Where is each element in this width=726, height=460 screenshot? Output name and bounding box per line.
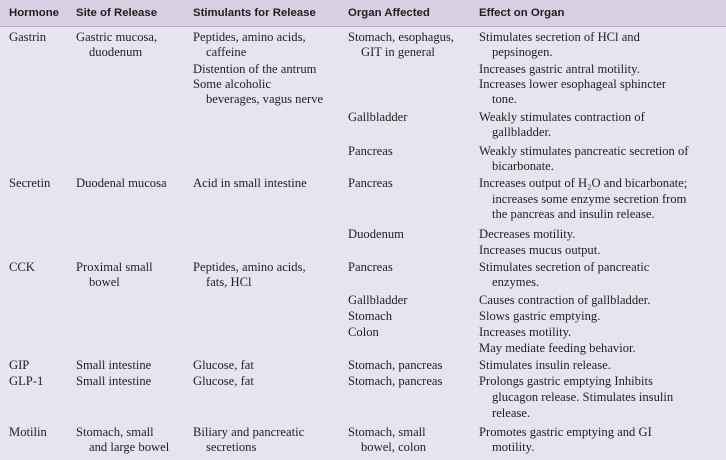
effect-line: Slows gastric emptying. <box>479 309 601 323</box>
stimulant-line: Peptides, amino acids, <box>193 260 306 274</box>
effect-line: Stimulates secretion of pancreatic <box>479 260 650 274</box>
table-header <box>0 0 726 27</box>
organ-line: Stomach, esophagus, <box>348 30 454 44</box>
effect-line: Prolongs gastric emptying Inhibits <box>479 374 653 388</box>
effect-line: Stimulates insulin release. <box>479 358 611 372</box>
effect-line: motility. <box>492 440 535 454</box>
organ-line: Stomach, small <box>348 425 426 439</box>
effect-line: Weakly stimulates contraction of <box>479 110 645 124</box>
stimulant-line: secretions <box>206 440 257 454</box>
stimulant-line: Some alcoholic <box>193 77 271 91</box>
site-line: Proximal small <box>76 260 153 274</box>
effect-line: Weakly stimulates pancreatic secretion of <box>479 144 689 158</box>
organ-line: Pancreas <box>348 176 393 190</box>
effect-line: Increases motility. <box>479 325 572 339</box>
hormone-cell: Secretin <box>9 176 51 190</box>
effect-line: Increases output of H₂O and bicarbonate; <box>479 176 688 190</box>
effect-line: May mediate feeding behavior. <box>479 341 636 355</box>
organ-line: Colon <box>348 325 379 339</box>
hormone-cell: Gastrin <box>9 30 47 44</box>
site-line: and large bowel <box>89 440 170 454</box>
site-line: Duodenal mucosa <box>76 176 167 190</box>
site-line: Stomach, small <box>76 425 154 439</box>
organ-line: Stomach, pancreas <box>348 358 443 372</box>
column-header-hormone: Hormone <box>9 7 59 19</box>
effect-line: the pancreas and insulin release. <box>492 207 655 221</box>
stimulant-line: Glucose, fat <box>193 374 254 388</box>
effect-line: gallbladder. <box>492 125 552 139</box>
organ-line: Gallbladder <box>348 110 408 124</box>
site-line: bowel <box>89 275 120 289</box>
column-header-stimulants: Stimulants for Release <box>193 7 316 19</box>
stimulant-line: Distention of the antrum <box>193 62 317 76</box>
effect-line: Causes contraction of gallbladder. <box>479 293 651 307</box>
effect-line: pepsinogen. <box>492 45 553 59</box>
column-header-organ: Organ Affected <box>348 7 430 19</box>
stimulant-line: fats, HCl <box>206 275 252 289</box>
effect-line: tone. <box>492 92 517 106</box>
effect-line: increases some enzyme secretion from <box>492 192 687 206</box>
stimulant-line: beverages, vagus nerve <box>206 92 324 106</box>
column-header-site: Site of Release <box>76 7 158 19</box>
effect-line: enzymes. <box>492 275 540 289</box>
stimulant-line: Glucose, fat <box>193 358 254 372</box>
effect-line: Stimulates secretion of HCl and <box>479 30 640 44</box>
organ-line: Pancreas <box>348 260 393 274</box>
hormone-cell: GIP <box>9 358 30 372</box>
effect-line: Increases mucus output. <box>479 243 601 257</box>
organ-line: Stomach <box>348 309 393 323</box>
site-line: Gastric mucosa, <box>76 30 158 44</box>
organ-line: Duodenum <box>348 227 404 241</box>
organ-line: Pancreas <box>348 144 393 158</box>
effect-line: Promotes gastric emptying and GI <box>479 425 652 439</box>
effect-line: Decreases motility. <box>479 227 576 241</box>
effect-line: Increases gastric antral motility. <box>479 62 640 76</box>
column-header-effect: Effect on Organ <box>479 7 565 19</box>
stimulant-line: caffeine <box>206 45 247 59</box>
effect-line: Increases lower esophageal sphincter <box>479 77 667 91</box>
effect-line: release. <box>492 406 531 420</box>
site-line: Small intestine <box>76 374 152 388</box>
effect-line: glucagon release. Stimulates insulin <box>492 390 674 404</box>
effect-line: bicarbonate. <box>492 159 554 173</box>
organ-line: Stomach, pancreas <box>348 374 443 388</box>
site-line: Small intestine <box>76 358 152 372</box>
organ-line: bowel, colon <box>361 440 427 454</box>
hormone-cell: CCK <box>9 260 35 274</box>
stimulant-line: Acid in small intestine <box>193 176 307 190</box>
hormone-cell: Motilin <box>9 425 47 439</box>
organ-line: Gallbladder <box>348 293 408 307</box>
stimulant-line: Peptides, amino acids, <box>193 30 306 44</box>
site-line: duodenum <box>89 45 143 59</box>
stimulant-line: Biliary and pancreatic <box>193 425 305 439</box>
hormone-cell: GLP-1 <box>9 374 44 388</box>
organ-line: GIT in general <box>361 45 435 59</box>
